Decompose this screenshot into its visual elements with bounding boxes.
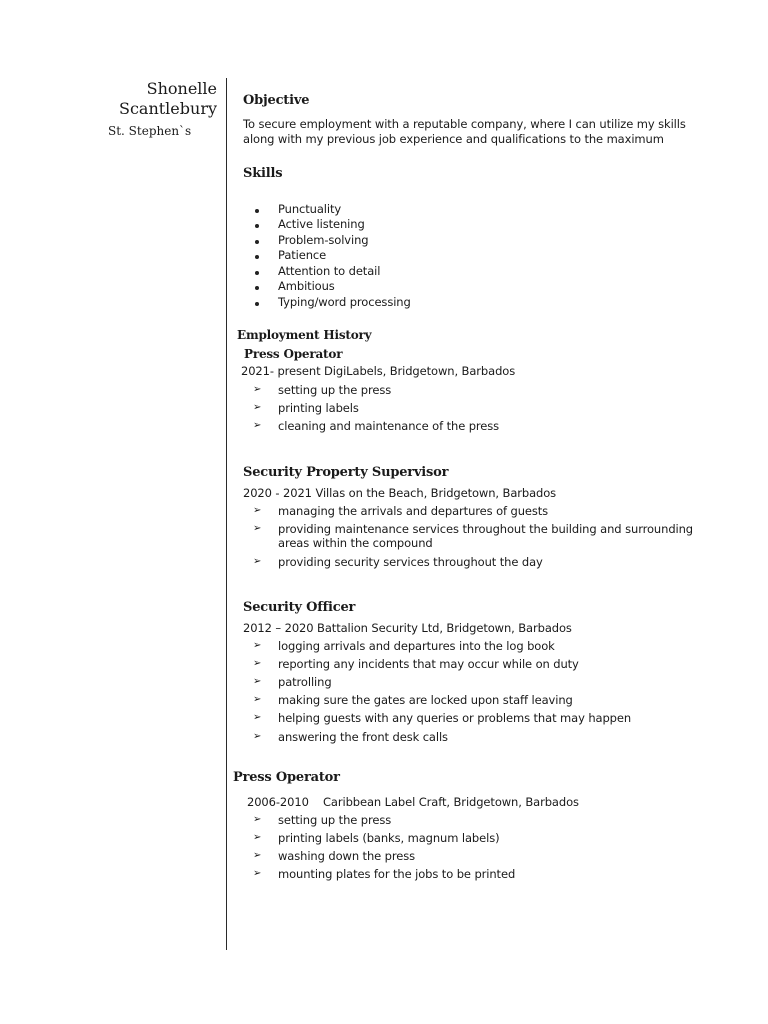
arrow-bullet-icon: ➢ bbox=[253, 694, 262, 705]
arrow-bullet-icon: ➢ bbox=[253, 523, 262, 534]
objective-heading: Objective bbox=[243, 93, 310, 108]
job-title: Security Officer bbox=[243, 600, 356, 615]
arrow-bullet-icon: ➢ bbox=[253, 868, 262, 879]
arrow-bullet-icon: ➢ bbox=[253, 676, 262, 687]
arrow-bullet-icon: ➢ bbox=[253, 640, 262, 651]
candidate-first-name: Shonelle bbox=[146, 79, 217, 98]
job-title: Security Property Supervisor bbox=[243, 465, 449, 480]
arrow-bullet-icon: ➢ bbox=[253, 731, 262, 742]
arrow-bullet-icon: ➢ bbox=[253, 420, 262, 431]
objective-text-line-2: along with my previous job experience and qualifications to the maximum bbox=[243, 132, 664, 146]
arrow-bullet-icon: ➢ bbox=[253, 658, 262, 669]
arrow-bullet-icon: ➢ bbox=[253, 712, 262, 723]
job-dates: 2012 – 2020 Battalion Security Ltd, Bridgetown, Barbados bbox=[243, 621, 572, 635]
arrow-bullet-icon: ➢ bbox=[253, 402, 262, 413]
bullet-dot-icon bbox=[253, 295, 265, 309]
bullet-dot-icon bbox=[253, 217, 265, 231]
arrow-bullet-icon: ➢ bbox=[253, 814, 262, 825]
job-title: Press Operator bbox=[244, 347, 343, 361]
job-dates: 2006-2010 Caribbean Label Craft, Bridgetown, Barbados bbox=[247, 795, 579, 809]
employment-history-heading: Employment History bbox=[237, 328, 372, 342]
arrow-bullet-icon: ➢ bbox=[253, 850, 262, 861]
bullet-dot-icon bbox=[253, 202, 265, 216]
bullet-dot-icon bbox=[253, 248, 265, 262]
candidate-location: St. Stephen`s bbox=[108, 124, 192, 138]
arrow-bullet-icon: ➢ bbox=[253, 384, 262, 395]
candidate-last-name: Scantlebury bbox=[118, 99, 217, 118]
arrow-bullet-icon: ➢ bbox=[253, 556, 262, 567]
bullet-dot-icon bbox=[253, 233, 265, 247]
job-dates: 2020 - 2021 Villas on the Beach, Bridgetown, Barbados bbox=[243, 486, 557, 500]
arrow-bullet-icon: ➢ bbox=[253, 832, 262, 843]
arrow-bullet-icon: ➢ bbox=[253, 505, 262, 516]
objective-text-line-1: To secure employment with a reputable company, where I can utilize my skills bbox=[243, 117, 686, 131]
job-title: Press Operator bbox=[233, 770, 340, 785]
bullet-dot-icon bbox=[253, 264, 265, 278]
job-dates: 2021- present DigiLabels, Bridgetown, Barbados bbox=[241, 364, 516, 378]
column-divider bbox=[226, 78, 227, 950]
skills-heading: Skills bbox=[243, 166, 283, 181]
bullet-dot-icon bbox=[253, 279, 265, 293]
